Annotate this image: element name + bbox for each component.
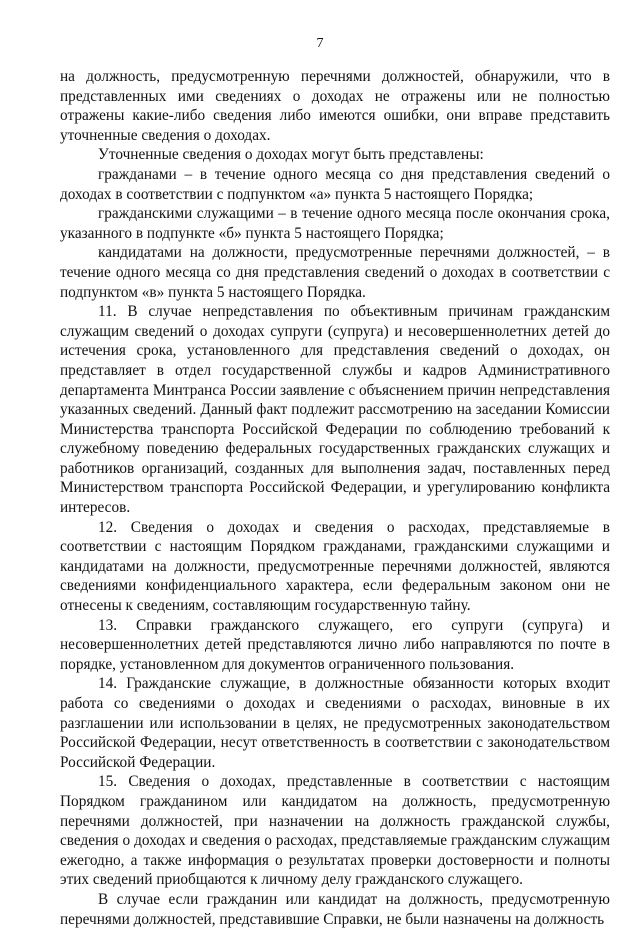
paragraph-citizens: гражданами – в течение одного месяца со дня представления сведений о доходах в соответствии с подпунктом «а» пункта 5 настоящего Порядка; <box>60 165 610 203</box>
paragraph-item-14: 14. Гражданские служащие, в должностные обязанности которых входит работа со сведениями о доходах и сведениями о расходах, виновные в их разглашении или использовании в целях, не предусмотренных законодательством Российской Федерации, несут ответственность в соответствии с законодательством Российской Федерации. <box>60 675 610 771</box>
paragraph-item-15: 15. Сведения о доходах, представленные в соответствии с настоящим Порядком гражданином или кандидатом на должность, предусмотренную перечнями должностей, при назначении на должность гражданской службы, сведения о доходах и сведения о расходах, представляемые гражданским служащим ежегодно, а также информация о результатах проверки достоверности и полноты этих сведений приобщаются к личному делу гражданского служащего. <box>60 773 610 889</box>
page-number: 7 <box>316 36 324 51</box>
paragraph-not-appointed: В случае если гражданин или кандидат на должность, предусмотренную перечнями должностей, представившие Справки, не были назначены на должность <box>60 890 610 928</box>
paragraph-continuation: на должность, предусмотренную перечнями должностей, обнаружили, что в представленных ими сведениях о доходах не отражены или не полностью отражены какие-либо сведения либо имеются ошибки, они вправе представить уточненные сведения о доходах. <box>60 68 610 144</box>
paragraph-civil-servants: гражданскими служащими – в течение одного месяца после окончания срока, указанного в подпункте «б» пункта 5 настоящего Порядка; <box>60 205 610 242</box>
paragraph-item-13: 13. Справки гражданского служащего, его супруги (супруга) и несовершеннолетних детей представляются лично либо направляются по почте в порядке, установленном для документов ограниченного пользования. <box>60 616 610 673</box>
paragraph-item-11: 11. В случае непредставления по объективным причинам гражданским служащим сведений о доходах супруги (супруга) и несовершеннолетних детей до истечения срока, установленного для представления сведений о доходах, он представляет в отдел государственной службы и кадров Административного департамента Минтранса России заявление с объяснением причин непредставления указанных сведений. Данный факт подлежит рассмотрению на заседании Комиссии Министерства транспорта Российской Федерации по соблюдению требований к служебному поведению федеральных государственных гражданских служащих и работников организаций, созданных для выполнения задач, поставленных перед Министерством транспорта Российской Федерации, и урегулированию конфликта интересов. <box>60 303 610 517</box>
paragraph-candidates: кандидатами на должности, предусмотренные перечнями должностей, – в течение одного месяца со дня представления сведений о доходах в соответствии с подпунктом «в» пункта 5 настоящего Порядка. <box>60 244 610 301</box>
paragraph-item-12: 12. Сведения о доходах и сведения о расходах, представляемые в соответствии с настоящим Порядком гражданами, гражданскими служащими и кандидатами на должности, предусмотренные перечнями должностей, являются сведениями конфиденциального характера, если федеральным законом они не отнесены к сведениям, составляющим государственную тайну. <box>60 518 610 615</box>
document-body <box>60 67 610 929</box>
paragraph-refined-info-intro: Уточненные сведения о доходах могут быть представлены: <box>98 146 484 164</box>
